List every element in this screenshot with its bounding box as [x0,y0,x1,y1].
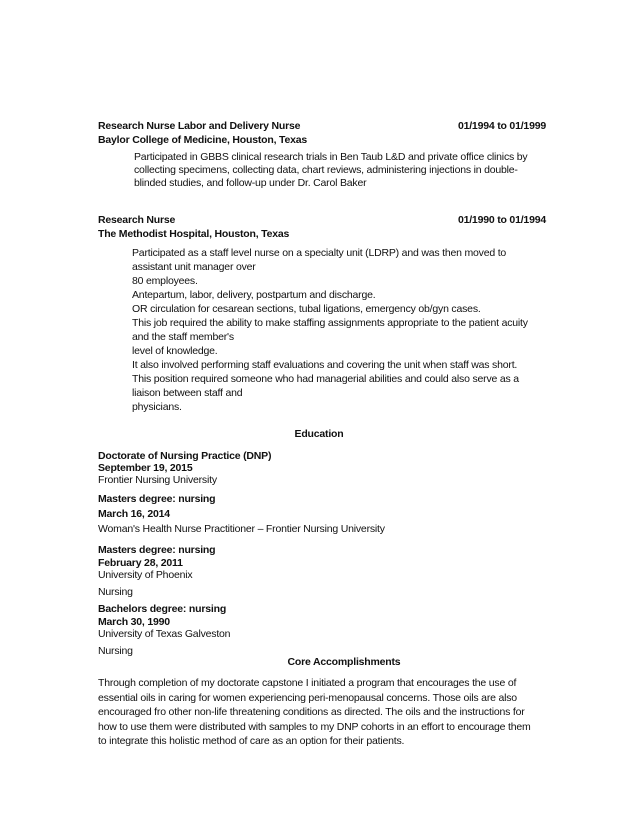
job-2-line: Participated as a staff level nurse on a specialty unit (LDRP) and was then moved to [132,247,507,259]
accomplishment-line: essential oils in caring for women experiencing peri-menopausal concerns. Those oils are also [98,691,517,704]
edu-1-school: Frontier Nursing University [98,474,217,486]
accomplishment-line: Through completion of my doctorate capstone I initiated a program that encourages the use of [98,677,517,689]
job-2-line: liaison between staff and [132,387,243,399]
job-2-line: and the staff member's [132,331,234,343]
accomplishment-line: encouraged fro other non-life threatening conditions as directed. The oils and the instructions for [98,706,525,718]
job-2-line: Antepartum, labor, delivery, postpartum and discharge. [132,289,376,301]
accomplishments-heading: Core Accomplishments [287,656,401,668]
edu-3-degree: Masters degree: nursing [98,544,216,556]
job-2-line: assistant unit manager over [132,261,256,273]
edu-2-school: Woman's Health Nurse Practitioner – Frontier Nursing University [98,523,385,535]
job-1-header [98,120,546,132]
job-2-dates: 01/1990 to 01/1994 [457,214,546,226]
edu-4-degree: Bachelors degree: nursing [98,603,227,615]
job-2-header [98,214,546,226]
job-1-title: Research Nurse Labor and Delivery Nurse [98,120,301,132]
job-2-line: This job required the ability to make staffing assignments appropriate to the patient acuity [132,317,528,329]
edu-4-field: Nursing [98,645,133,657]
edu-3-school: University of Phoenix [98,569,193,581]
edu-3-field: Nursing [98,586,133,598]
edu-3-date: February 28, 2011 [98,557,183,569]
job-2-line: level of knowledge. [132,345,218,357]
job-1-description [134,151,527,190]
edu-2-date: March 16, 2014 [98,508,170,520]
edu-1-date: September 19, 2015 [98,462,193,474]
job-2-line: This position required someone who had managerial abilities and could also serve as a [132,373,519,385]
job-2-employer: The Methodist Hospital, Houston, Texas [98,228,290,240]
job-1-dates: 01/1994 to 01/1999 [457,120,546,132]
job-2-line: 80 employees. [132,275,198,287]
edu-4-date: March 30, 1990 [98,616,170,628]
job-2-line: It also involved performing staff evaluations and covering the unit when staff was short. [132,359,518,371]
edu-1-degree: Doctorate of Nursing Practice (DNP) [98,450,272,462]
job-1-employer: Baylor College of Medicine, Houston, Texas [98,134,308,146]
job-2-description [132,246,528,414]
accomplishment-line: to integrate this holistic method of care as an option for their patients. [98,735,405,747]
job-2-line: physicians. [132,401,182,413]
job-2-line: OR circulation for cesarean sections, tubal ligations, emergency ob/gyn cases. [132,303,481,315]
accomplishments-text [98,676,531,749]
job-1-line: collecting specimens, collecting data, chart reviews, administering injections in double- [134,164,518,176]
accomplishment-line: how to use them were distributed with samples to my DNP cohorts in an effort to encourage them [98,720,531,733]
edu-2-degree: Masters degree: nursing [98,493,216,505]
job-2-title: Research Nurse [98,214,176,226]
job-1-line: Participated in GBBS clinical research trials in Ben Taub L&D and private office clinics by [134,151,528,163]
edu-4-school: University of Texas Galveston [98,628,231,640]
job-1-line: blinded studies, and follow-up under Dr. Carol Baker [134,177,367,189]
education-heading: Education [294,428,344,440]
